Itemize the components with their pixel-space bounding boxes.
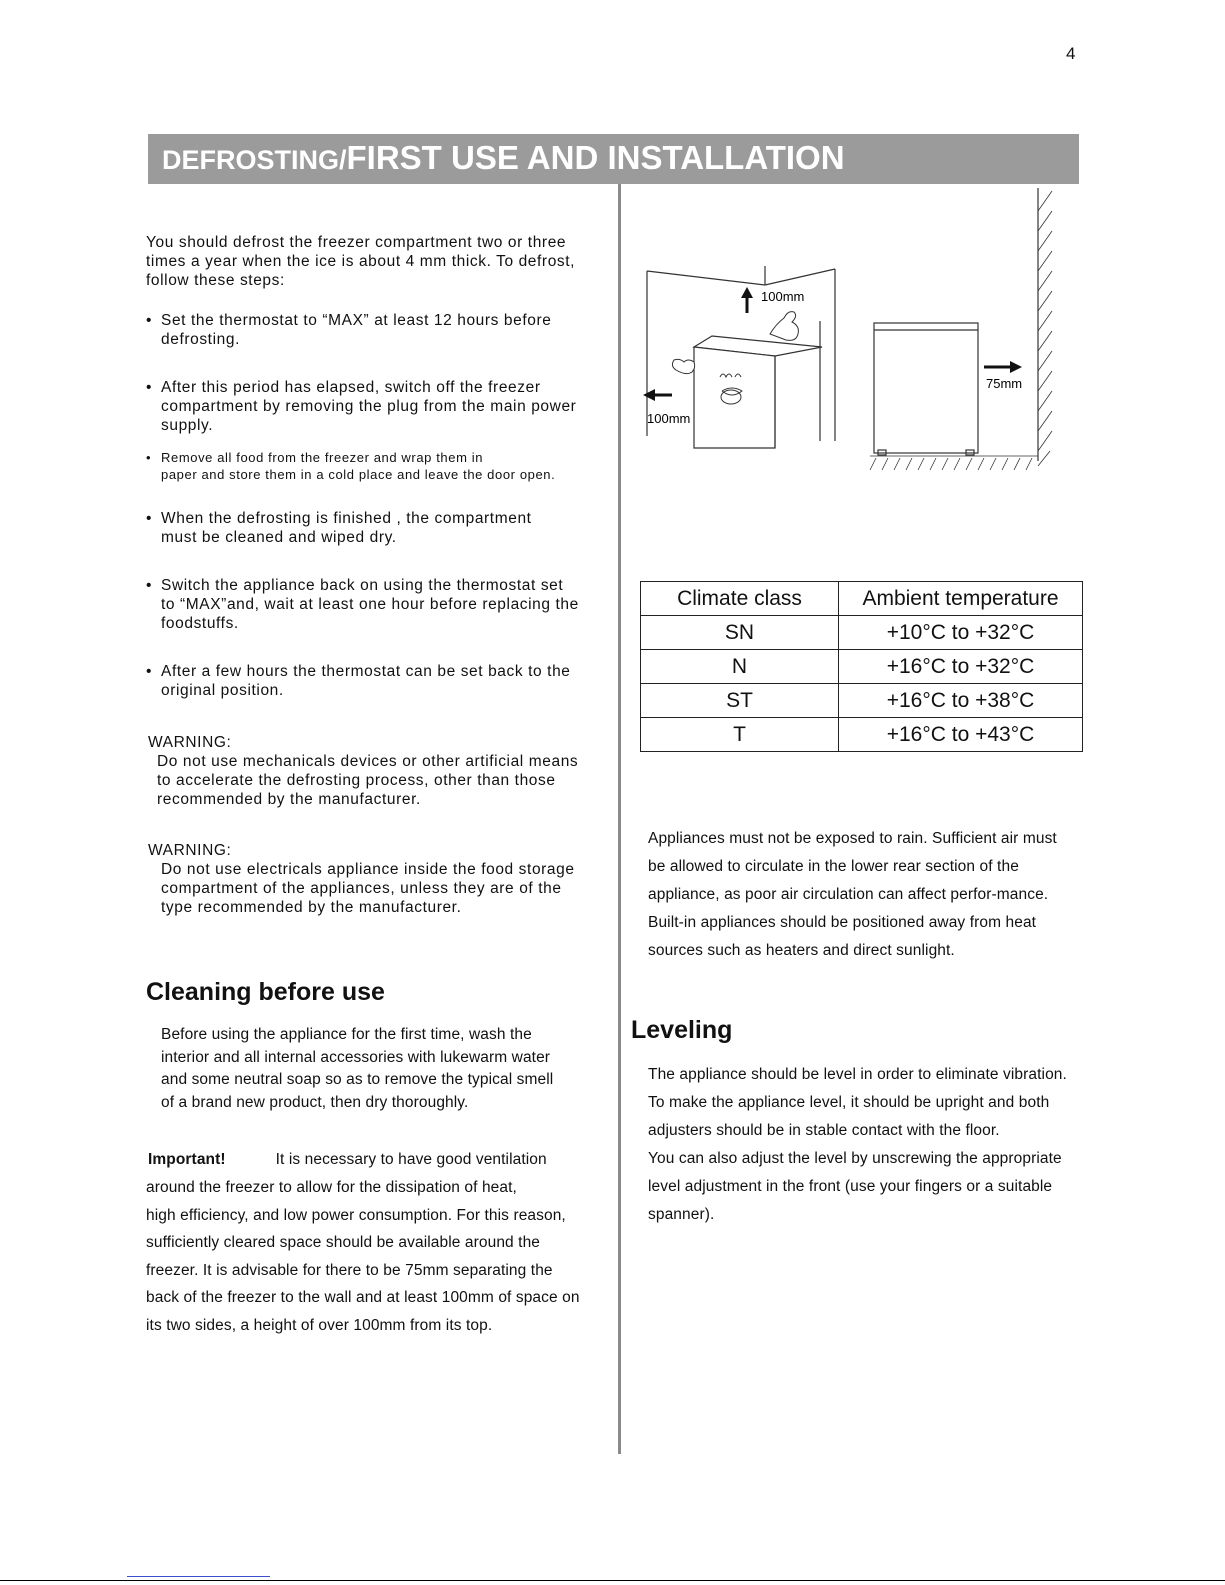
label-top: 100mm: [761, 289, 805, 304]
leveling-line: To make the appliance level, it should be upright and both: [648, 1094, 1050, 1111]
step-2: [146, 378, 576, 435]
important-line: high efficiency, and low power consumption. For this reason,: [146, 1206, 566, 1224]
page-number: 4: [1066, 44, 1076, 63]
ventilation-line: appliance, as poor air circulation can affect perfor-mance.: [648, 886, 1049, 903]
step-line: Remove all food from the freezer and wrap them in: [161, 450, 484, 465]
warning-line: recommended by the manufacturer.: [157, 791, 421, 808]
warning-line: Do not use mechanicals devices or other artificial means: [157, 753, 579, 770]
table-header-row: [641, 582, 1083, 616]
table-cell: ST: [641, 684, 839, 718]
step-line: paper and store them in a cold place and leave the door open.: [161, 467, 556, 482]
bullet: •: [146, 663, 153, 680]
bullet: •: [146, 510, 153, 527]
cleaning-line: Before using the appliance for the first time, wash the: [161, 1026, 532, 1043]
wall-icon: [1038, 188, 1052, 466]
intro-line: You should defrost the freezer compartment two or three: [146, 234, 567, 251]
step-1: [146, 311, 551, 349]
warning-label: WARNING:: [148, 842, 232, 859]
leveling-line: adjusters should be in stable contact with the floor.: [648, 1122, 1000, 1139]
warning-1: [148, 733, 578, 809]
freezer-side-view-icon: [874, 323, 978, 455]
important-label: Important!: [148, 1151, 226, 1168]
cleaning-heading: Cleaning before use: [146, 978, 385, 1006]
bullet: •: [146, 577, 153, 594]
step-line: Set the thermostat to “MAX” at least 12 hours before: [161, 312, 552, 329]
bullet: •: [146, 450, 152, 465]
clearance-diagram: [620, 186, 1080, 486]
header-climate-class: Climate class: [641, 582, 839, 616]
cleaning-paragraph: [161, 1024, 553, 1114]
important-first-line: [148, 1146, 547, 1174]
intro-paragraph: [146, 233, 575, 290]
important-line: around the freezer to allow for the dissipation of heat,: [146, 1179, 517, 1196]
bullet: •: [146, 312, 153, 329]
important-paragraph: [146, 1174, 580, 1339]
table-cell: +16°C to +43°C: [839, 718, 1083, 752]
step-line: original position.: [161, 682, 284, 699]
cleaning-line: of a brand new product, then dry thoroughly.: [161, 1093, 469, 1111]
leveling-line: level adjustment in the front (use your fingers or a suitable: [648, 1178, 1053, 1195]
leveling-line: You can also adjust the level by unscrewing the appropriate: [648, 1150, 1062, 1167]
ventilation-paragraph: [648, 825, 1057, 965]
table-row: [641, 650, 1083, 684]
top-arrow-icon: [741, 287, 753, 313]
title-part-1: DEFROSTING/: [162, 145, 347, 175]
label-side: 100mm: [647, 411, 691, 426]
table-row: [641, 684, 1083, 718]
important-line: sufficiently cleared space should be available around the: [146, 1234, 541, 1251]
leveling-line: spanner).: [648, 1206, 715, 1223]
freezer-front-icon: [694, 336, 822, 448]
step-line: Switch the appliance back on using the thermostat set: [161, 577, 564, 594]
step-line: When the defrosting is finished , the compartment: [161, 510, 532, 527]
step-line: After a few hours the thermostat can be set back to the: [161, 663, 571, 680]
header-ambient-temperature: Ambient temperature: [839, 582, 1083, 616]
footer-link-line: [127, 1576, 270, 1577]
table-cell: +16°C to +38°C: [839, 684, 1083, 718]
step-line: supply.: [161, 417, 214, 434]
cleaning-line: and some neutral soap so as to remove the typical smell: [161, 1071, 554, 1088]
bullet: •: [146, 379, 153, 396]
step-line: defrosting.: [161, 331, 240, 348]
warning-2: [148, 841, 575, 917]
table-cell: T: [641, 718, 839, 752]
ventilation-line: Appliances must not be exposed to rain. Sufficient air must: [648, 830, 1057, 847]
warning-line: to accelerate the defrosting process, other than those: [157, 772, 556, 789]
important-line: freezer. It is advisable for there to be 75mm separating the: [146, 1261, 553, 1279]
floor-icon: [870, 456, 1038, 470]
important-text: It is necessary to have good ventilation: [275, 1151, 547, 1168]
table-row: [641, 616, 1083, 650]
table-cell: SN: [641, 616, 839, 650]
ventilation-line: be allowed to circulate in the lower rear section of the: [648, 858, 1019, 875]
title-part-2: FIRST USE AND INSTALLATION: [346, 139, 845, 176]
important-line: its two sides, a height of over 100mm from its top.: [146, 1316, 493, 1334]
leveling-heading: Leveling: [631, 1016, 733, 1044]
intro-line: times a year when the ice is about 4 mm thick. To defrost,: [146, 253, 576, 270]
label-back: 75mm: [986, 376, 1023, 391]
step-line: After this period has elapsed, switch off the freezer: [161, 379, 541, 396]
cleaning-line: interior and all internal accessories with lukewarm water: [161, 1048, 551, 1066]
step-5: [146, 576, 579, 633]
table-cell: N: [641, 650, 839, 684]
table-cell: +10°C to +32°C: [839, 616, 1083, 650]
table-row: [641, 718, 1083, 752]
ventilation-line: sources such as heaters and direct sunlight.: [648, 942, 955, 959]
ventilation-line: Built-in appliances should be positioned away from heat: [648, 914, 1037, 931]
step-4: [146, 509, 532, 547]
step-line: foodstuffs.: [161, 615, 239, 632]
step-3: [146, 449, 555, 483]
warning-line: compartment of the appliances, unless they are of the: [161, 880, 562, 897]
table-cell: +16°C to +32°C: [839, 650, 1083, 684]
step-line: compartment by removing the plug from the main power: [161, 398, 577, 415]
leveling-line: The appliance should be level in order to eliminate vibration.: [648, 1066, 1067, 1083]
warning-label: WARNING:: [148, 734, 232, 751]
step-line: to “MAX”and, wait at least one hour before replacing the: [161, 596, 579, 613]
warning-line: type recommended by the manufacturer.: [161, 899, 462, 916]
back-arrow-icon: [984, 361, 1022, 373]
leveling-paragraph: [648, 1061, 1067, 1229]
section-title: [162, 139, 845, 177]
section-banner: [148, 134, 1079, 184]
step-line: must be cleaned and wiped dry.: [161, 529, 397, 546]
intro-line: follow these steps:: [146, 272, 285, 289]
important-line: back of the freezer to the wall and at least 100mm of space on: [146, 1289, 580, 1306]
warning-line: Do not use electricals appliance inside the food storage: [161, 861, 575, 878]
footer-rule: [0, 1580, 1225, 1581]
step-6: [146, 662, 571, 700]
climate-table: [640, 581, 1083, 752]
